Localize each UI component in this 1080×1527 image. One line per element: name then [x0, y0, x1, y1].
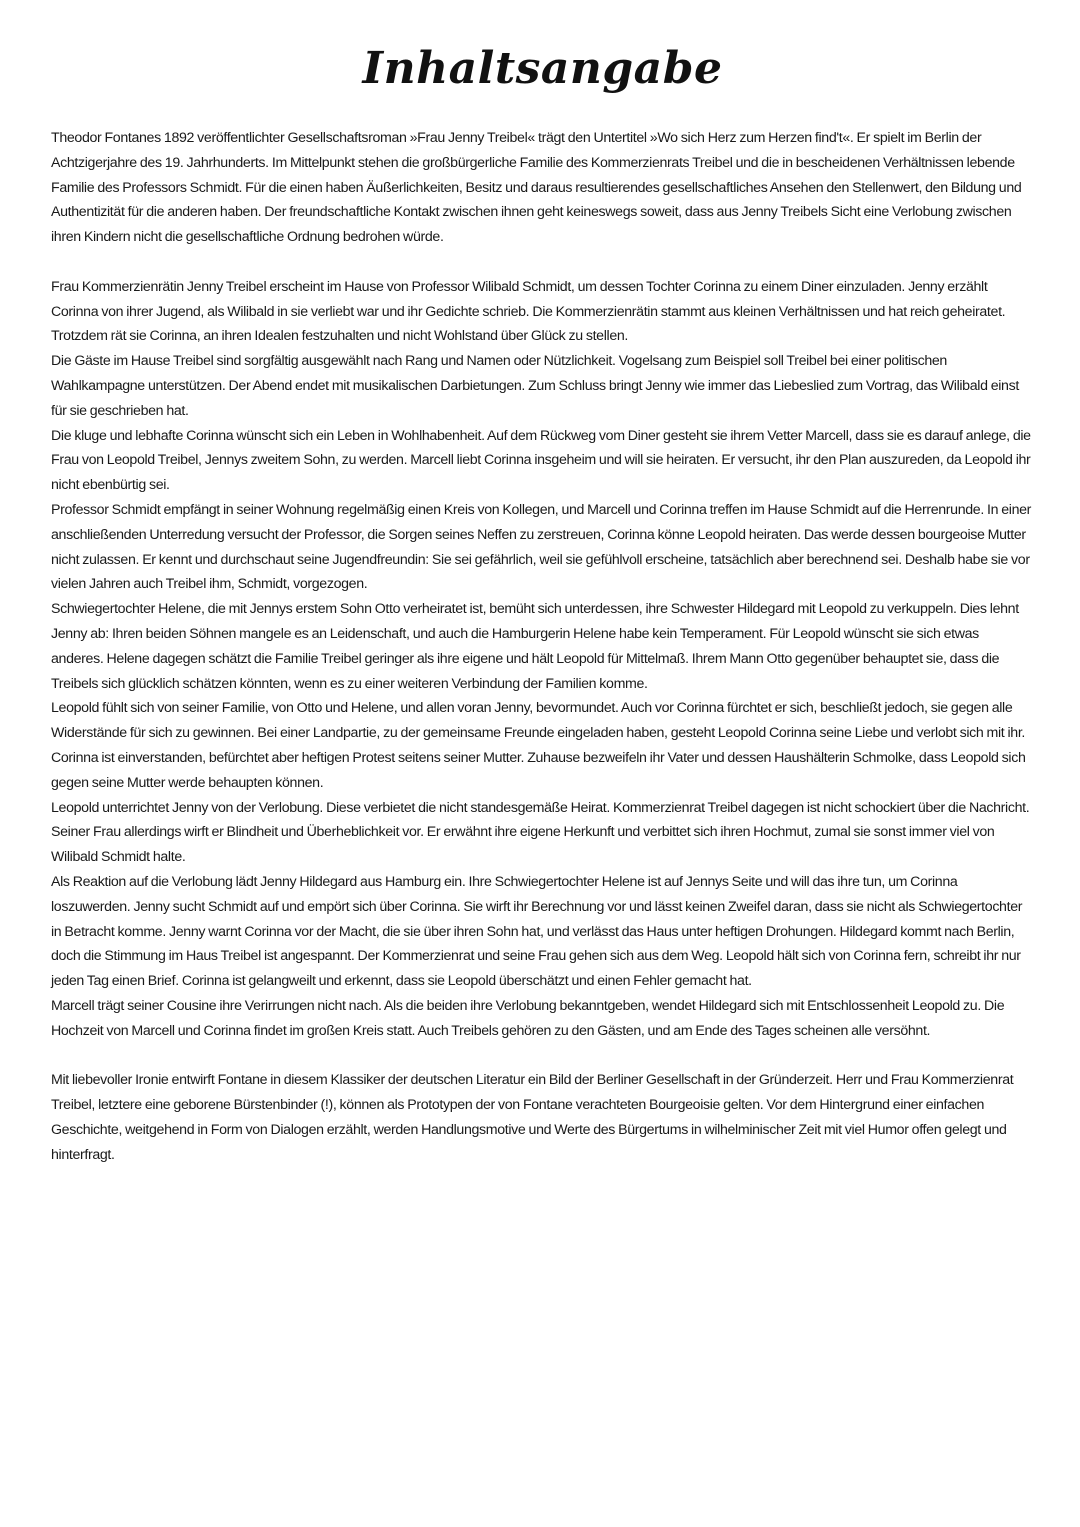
paragraph-spacer [51, 1043, 1034, 1068]
summary-paragraph: Als Reaktion auf die Verlobung lädt Jenny Hildegard aus Hamburg ein. Ihre Schwiegertochter Helene ist auf Jennys Seite und will das ihre tun, um Corinna loszuwerden. Jenny sucht Schmidt auf und empört sich über Corinna. Sie wirft ihr Berechnung vor und lässt keinen Zweifel daran, dass sie nicht als Schwiegertochter in Betracht komme. Jenny warnt Corinna vor der Macht, die sie über ihren Sohn hat, und verlässt das Haus unter heftigen Drohungen. Hildegard kommt nach Berlin, doch die Stimmung im Haus Treibel ist angespannt. Der Kommerzienrat und seine Frau gehen sich aus dem Weg. Leopold hält sich von Corinna fern, schreibt ihr nur jeden Tag einen Brief. Corinna ist gelangweilt und erkennt, dass sie Leopold überschätzt und einen Fehler gemacht hat. [51, 873, 1023, 990]
summary-paragraph: Frau Kommerzienrätin Jenny Treibel erscheint im Hause von Professor Wilibald Schmidt, um dessen Tochter Corinna zu einem Diner einzuladen. Jenny erzählt Corinna von ihrer Jugend, als Wilibald in sie verliebt war und ihr Gedichte schrieb. Die Kommerzienrätin stammt aus kleinen Verhältnissen und hat reich geheiratet. Trotzdem rät sie Corinna, an ihren Idealen festzuhalten und nicht Wohlstand über Glück zu stellen. [51, 278, 1006, 345]
summary-paragraph: Leopold unterrichtet Jenny von der Verlobung. Diese verbietet die nicht standesgemäße Heirat. Kommerzienrat Treibel dagegen ist nicht schockiert über die Nachricht. Seiner Frau allerdings wirft er Blindheit und Überheblichkeit vor. Er erwähnt ihre eigene Herkunft und verbittet sich ihren Hochmut, zumal sie sonst immer viel von Wilibald Schmidt halte. [51, 799, 1030, 866]
summary-paragraph: Schwiegertochter Helene, die mit Jennys erstem Sohn Otto verheiratet ist, bemüht sich unterdessen, ihre Schwester Hildegard mit Leopold zu verkuppeln. Dies lehnt Jenny ab: Ihren beiden Söhnen mangele es an Leidenschaft, und auch die Hamburgerin Helene habe kein Temperament. Für Leopold wünscht sie sich etwas anderes. Helene dagegen schätzt die Familie Treibel geringer als ihre eigene und hält Leopold für Mittelmaß. Ihrem Mann Otto gegenüber behauptet sie, dass die Treibels sich glücklich schätzen könnten, wenn es zu einer weiteren Verbindung der Familien komme. [51, 601, 1019, 692]
document-body [51, 126, 1034, 1167]
summary-paragraph: Professor Schmidt empfängt in seiner Wohnung regelmäßig einen Kreis von Kollegen, und Marcell und Corinna treffen im Hause Schmidt auf die Herrenrunde. In einer anschließenden Unterredung versucht der Professor, die Sorgen seines Neffen zu zerstreuen, Corinna könne Leopold heiraten. Das werde dessen bourgeoise Mutter nicht zulassen. Er kennt und durchschaut seine Jugendfreundin: Sie sei gefährlich, weil sie gefühlvoll erscheine, tatsächlich aber berechnend sei. Deshalb habe sie vor vielen Jahren auch Treibel ihm, Schmidt, vorgezogen. [51, 501, 1032, 593]
summary-paragraph: Die kluge und lebhafte Corinna wünscht sich ein Leben in Wohlhabenheit. Auf dem Rückweg vom Diner gesteht sie ihrem Vetter Marcell, dass sie es darauf anlege, die Frau von Leopold Treibel, Jennys zweitem Sohn, zu werden. Marcell liebt Corinna insgeheim und will sie heiraten. Er versucht, ihr den Plan auszureden, da Leopold ihr nicht ebenbürtig sei. [51, 427, 1031, 494]
conclusion-paragraph: Mit liebevoller Ironie entwirft Fontane in diesem Klassiker der deutschen Literatur ein Bild der Berliner Gesellschaft in der Gründerzeit. Herr und Frau Kommerzienrat Treibel, letztere eine geborene Bürstenbinder (!), können als Prototypen der von Fontane verachteten Bourgeoisie gelten. Vor dem Hintergrund einer einfachen Geschichte, weitgehend in Form von Dialogen erzählt, werden Handlungsmotive und Werte des Bürgertums in wilhelminischer Zeit mit viel Humor offen gelegt und hinterfragt. [51, 1072, 1014, 1163]
page-title: Inhaltsangabe [362, 43, 723, 94]
summary-paragraph: Marcell trägt seiner Cousine ihre Verirrungen nicht nach. Als die beiden ihre Verlobung bekanntgeben, wendet Hildegard sich mit Entschlossenheit Leopold zu. Die Hochzeit von Marcell und Corinna findet im großen Kreis statt. Auch Treibels gehören zu den Gästen, und am Ende des Tages scheinen alle versöhnt. [51, 997, 1005, 1039]
paragraph-spacer [51, 250, 1034, 275]
intro-paragraph: Theodor Fontanes 1892 veröffentlichter Gesellschaftsroman »Frau Jenny Treibel« trägt den Untertitel »Wo sich Herz zum Herzen find't«. Er spielt im Berlin der Achtzigerjahre des 19. Jahrhunderts. Im Mittelpunkt stehen die großbürgerliche Familie des Kommerzienrats Treibel und die in bescheidenen Verhältnissen lebende Familie des Professors Schmidt. Für die einen haben Äußerlichkeiten, Besitz und daraus resultierendes gesellschaftliches Ansehen den Stellenwert, den Bildung und Authentizität für die anderen haben. Der freundschaftliche Kontakt zwischen ihnen geht keineswegs soweit, dass aus Jenny Treibels Sicht eine Verlobung zwischen ihren Kindern nicht die gesellschaftliche Ordnung bedrohen würde. [51, 130, 1022, 246]
summary-paragraph: Leopold fühlt sich von seiner Familie, von Otto und Helene, und allen voran Jenny, bevormundet. Auch vor Corinna fürchtet er sich, beschließt jedoch, sie gegen alle Widerstände für sich zu gewinnen. Bei einer Landpartie, zu der gemeinsame Freunde eingeladen haben, gesteht Leopold Corinna seine Liebe und verlobt sich mit ihr. Corinna ist einverstanden, befürchtet aber heftigen Protest seitens seiner Mutter. Zuhause bezweifeln ihr Vater und dessen Haushälterin Schmolke, dass Leopold sich gegen seine Mutter werde behaupten können. [51, 700, 1026, 791]
summary-paragraph: Die Gäste im Hause Treibel sind sorgfältig ausgewählt nach Rang und Namen oder Nützlichkeit. Vogelsang zum Beispiel soll Treibel bei einer politischen Wahlkampagne unterstützen. Der Abend endet mit musikalischen Darbietungen. Zum Schluss bringt Jenny wie immer das Liebeslied zum Vortrag, das Wilibald einst für sie geschrieben hat. [51, 353, 1019, 419]
